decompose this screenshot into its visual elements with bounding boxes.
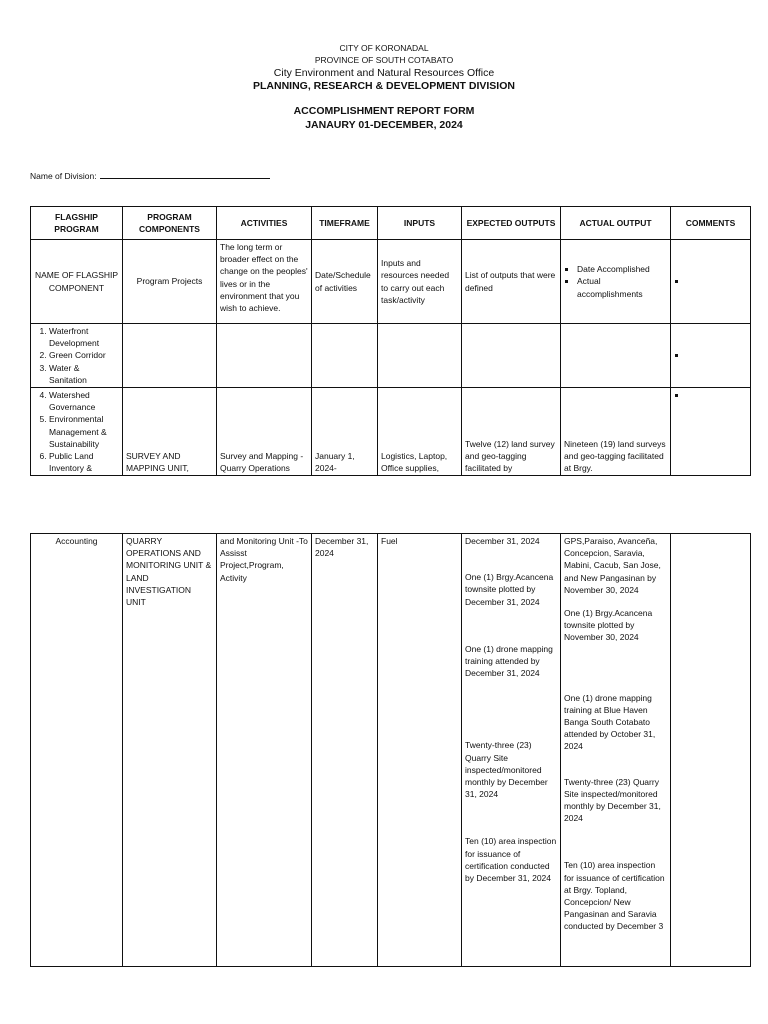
- guide-flagship: NAME OF FLAGSHIP COMPONENT: [31, 240, 123, 324]
- actual-output-item: One (1) drone mapping training at Blue Haven Banga South Cotabato attended by October 31, 2024: [564, 692, 656, 752]
- flagship-item: 6. Public Land Inventory &: [49, 450, 119, 474]
- guide-timeframe: Date/Schedule of activities: [312, 240, 378, 324]
- flagship-row-2: [31, 388, 751, 476]
- province-heading: PROVINCE OF SOUTH COTABATO: [314, 55, 454, 65]
- comments-cell: [671, 388, 751, 476]
- actual-output-item: Twenty-three (23) Quarry Site inspected/monitored monthly by December 31, 2024: [564, 776, 661, 824]
- flagship-item: 2. Green Corridor: [49, 349, 119, 361]
- flagship-item: 3. Water & Sanitation: [49, 362, 119, 386]
- p1-timeframe: January 1, 2024-: [312, 388, 378, 476]
- accomplishment-table-page-2: [30, 533, 751, 967]
- continued-row: [31, 534, 751, 967]
- office-heading: City Environment and Natural Resources Office: [273, 67, 495, 79]
- p1-expected: Twelve (12) land survey and geo-tagging facilitated by: [462, 388, 561, 476]
- flagship-item: 5. Environmental Management & Sustainability: [49, 413, 119, 450]
- guide-actual: [561, 240, 671, 324]
- comments-cell: [671, 324, 751, 388]
- name-of-division-blank: [100, 169, 270, 179]
- division-heading: PLANNING, RESEARCH & DEVELOPMENT DIVISION: [253, 80, 515, 92]
- p1-components: SURVEY AND MAPPING UNIT,: [123, 388, 217, 476]
- comment-bullet: [687, 275, 747, 287]
- guide-comments: [671, 240, 751, 324]
- guide-actual-item: ▪ Actual accomplishments: [577, 275, 667, 299]
- col-activities: ACTIVITIES: [217, 207, 312, 240]
- actual-output-item: Ten (10) area inspection for issuance of certification at Brgy. Topland, Concepcion/ New Pangasinan and Saravia conducted by December 3: [564, 860, 665, 932]
- col-inputs: INPUTS: [378, 207, 462, 240]
- guide-expected: List of outputs that were defined: [462, 240, 561, 324]
- p2-activities: and Monitoring Unit -To Assisst Project,Program, Activity: [217, 534, 312, 967]
- accomplishment-table-page-1: [30, 206, 751, 476]
- p2-actual: [561, 534, 671, 967]
- expected-output-item: One (1) Brgy.Acancena townsite plotted by December 31, 2024: [465, 572, 554, 607]
- p2-expected: [462, 534, 561, 967]
- col-comments: COMMENTS: [671, 207, 751, 240]
- guide-components: Program Projects: [123, 240, 217, 324]
- expected-output-item: One (1) drone mapping training attended by December 31, 2024: [465, 643, 553, 679]
- comment-bullet: [687, 349, 747, 361]
- col-expected-outputs: EXPECTED OUTPUTS: [462, 207, 561, 240]
- city-heading: CITY OF KORONADAL: [339, 43, 429, 53]
- p2-timeframe: December 31, 2024: [312, 534, 378, 967]
- form-title: ACCOMPLISHMENT REPORT FORM: [293, 105, 475, 117]
- flagship-list-a: [31, 324, 123, 388]
- comment-bullet: [687, 389, 747, 401]
- flagship-item: 1. Waterfront Development: [49, 325, 119, 349]
- report-period: JANAURY 01-DECEMBER, 2024: [305, 119, 463, 131]
- p1-activities: Survey and Mapping -Quarry Operations: [217, 388, 312, 476]
- p2-flagship: Accounting: [31, 534, 123, 967]
- expected-output-item: Twenty-three (23) Quarry Site inspected/monitored monthly by December 31, 2024: [465, 740, 548, 800]
- guide-actual-item: ▪ Date Accomplished: [577, 263, 667, 275]
- p1-inputs: Logistics, Laptop, Office supplies,: [378, 388, 462, 476]
- table-header-row: [31, 207, 751, 240]
- p2-components: QUARRY OPERATIONS AND MONITORING UNIT & LAND INVESTIGATION UNIT: [123, 534, 217, 967]
- p2-comments: [671, 534, 751, 967]
- col-timeframe: TIMEFRAME: [312, 207, 378, 240]
- col-program-components: PROGRAM COMPONENTS: [123, 207, 217, 240]
- flagship-list-b: [31, 388, 123, 476]
- actual-output-item: GPS,Paraiso, Avanceña, Concepcion, Saravia, Mabini, Cacub, San Jose, and New Pangasinan by November 30, 2024: [564, 536, 661, 595]
- col-actual-output: ACTUAL OUTPUT: [561, 207, 671, 240]
- col-flagship-program: FLAGSHIP PROGRAM: [31, 207, 123, 240]
- p2-inputs: Fuel: [378, 534, 462, 967]
- flagship-row-1: [31, 324, 751, 388]
- guide-row: [31, 240, 751, 324]
- expected-output-item: December 31, 2024: [465, 536, 540, 546]
- expected-output-item: Ten (10) area inspection for issuance of certification conducted by December 31, 2024: [465, 836, 557, 884]
- name-of-division-label: Name of Division:: [30, 171, 97, 181]
- guide-activities: The long term or broader effect on the change on the peoples' lives or in the environment that you wish to achieve.: [217, 240, 312, 324]
- flagship-item: 4. Watershed Governance: [49, 389, 119, 413]
- guide-inputs: Inputs and resources needed to carry out each task/activity: [378, 240, 462, 324]
- name-of-division-field: [30, 169, 270, 181]
- actual-output-item: One (1) Brgy.Acancena townsite plotted by November 30, 2024: [564, 608, 653, 643]
- p1-actual: Nineteen (19) land surveys and geo-tagging facilitated at Brgy.: [561, 388, 671, 476]
